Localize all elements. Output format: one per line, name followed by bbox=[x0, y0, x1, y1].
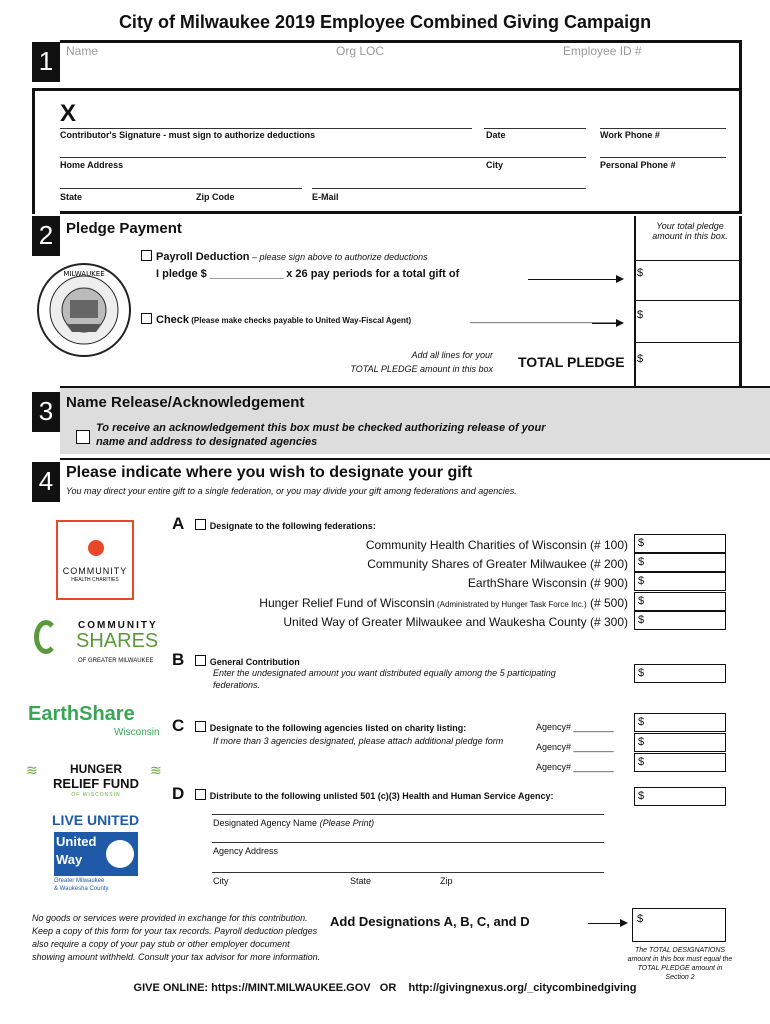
check-total-box[interactable] bbox=[634, 301, 742, 343]
uw-badge bbox=[54, 832, 138, 876]
uw-line-3: Way bbox=[56, 852, 83, 867]
home-address-line[interactable] bbox=[60, 157, 586, 158]
signature-label: Contributor's Signature - must sign to authorize deductions bbox=[60, 130, 316, 140]
designation-a-label: Designate to the following federations: bbox=[209, 521, 376, 531]
employee-id-label: Employee ID # bbox=[563, 44, 642, 58]
city-seal-icon bbox=[36, 262, 132, 358]
federation-amount-box[interactable] bbox=[634, 572, 726, 591]
designation-d-label: Distribute to the following unlisted 501 (c)(3) Health and Human Service Agency: bbox=[209, 791, 554, 801]
united-way-logo bbox=[50, 812, 150, 892]
hunger-relief-fund-logo bbox=[26, 760, 166, 804]
earthshare-logo bbox=[28, 697, 164, 741]
agency-address-label: Agency Address bbox=[213, 846, 279, 856]
agency-city-label: City bbox=[213, 876, 229, 886]
seal-text: MILWAUKEE bbox=[63, 270, 105, 278]
add-lines-note-2: TOTAL PLEDGE amount in this box bbox=[350, 364, 493, 374]
agency-name-line[interactable] bbox=[212, 814, 604, 815]
payroll-checkbox[interactable] bbox=[141, 250, 152, 261]
total-pledge-label: TOTAL PLEDGE bbox=[518, 354, 625, 370]
designation-b-note-2: federations. bbox=[213, 680, 261, 690]
federation-amount-box[interactable] bbox=[634, 611, 726, 630]
federation-name: Community Health Charities of Wisconsin (# 100) bbox=[365, 538, 628, 552]
add-lines-note: Add all lines for your bbox=[411, 350, 493, 360]
flower-icon bbox=[88, 540, 104, 556]
payroll-total-box[interactable] bbox=[634, 260, 742, 301]
designation-b-row bbox=[172, 650, 300, 670]
dollar-sign: $ bbox=[638, 716, 645, 728]
agency-number-3[interactable]: Agency# ________ bbox=[536, 762, 614, 772]
federation-name: Community Shares of Greater Milwaukee (# 200) bbox=[367, 557, 628, 571]
agency-amount-box[interactable] bbox=[634, 733, 726, 752]
arrow-icon bbox=[588, 923, 626, 924]
cs-line-2: SHARES bbox=[76, 630, 159, 652]
general-amount-box[interactable] bbox=[634, 664, 726, 683]
es-line-2: Wisconsin bbox=[114, 727, 160, 738]
community-shares-logo bbox=[32, 612, 164, 672]
zip-label: Zip Code bbox=[196, 192, 235, 202]
federation-row bbox=[366, 538, 628, 552]
federation-note: (Administrated by Hunger Task Force Inc.) bbox=[434, 600, 587, 609]
check-fill-line[interactable]: ______________________________ bbox=[470, 313, 621, 323]
federation-name: United Way of Greater Milwaukee and Waukesha County (# 300) bbox=[283, 615, 628, 629]
home-address-label: Home Address bbox=[60, 160, 124, 170]
pledge-payment-heading: Pledge Payment bbox=[66, 220, 182, 237]
chc-line-1: COMMUNITY bbox=[62, 566, 128, 576]
name-release-heading: Name Release/Acknowledgement bbox=[66, 394, 305, 411]
check-label: Check bbox=[156, 314, 190, 326]
dollar-sign: $ bbox=[637, 309, 644, 321]
designation-a-checkbox[interactable] bbox=[195, 519, 206, 530]
personal-phone-line[interactable] bbox=[600, 157, 726, 158]
uw-line-2: United bbox=[56, 834, 97, 849]
org-loc-label: Org LOC bbox=[336, 44, 385, 58]
cs-line-3: OF GREATER MILWAUKEE bbox=[78, 658, 154, 664]
agency-number-2[interactable]: Agency# ________ bbox=[536, 742, 614, 752]
designation-d-checkbox[interactable] bbox=[195, 789, 206, 800]
chc-line-2: HEALTH CHARITIES bbox=[71, 577, 119, 583]
email-line[interactable] bbox=[312, 188, 586, 189]
federation-amount-box[interactable] bbox=[634, 592, 726, 611]
check-note: (Please make checks payable to United Way-Fiscal Agent) bbox=[189, 316, 412, 325]
agency-amount-box[interactable] bbox=[634, 713, 726, 732]
uw-line-1: LIVE UNITED bbox=[52, 812, 140, 828]
federation-number: (# 500) bbox=[586, 596, 628, 610]
work-phone-label: Work Phone # bbox=[600, 130, 660, 140]
acknowledgement-text: To receive an acknowledgement this box must be checked authorizing release of your bbox=[96, 422, 546, 434]
add-designations-label: Add Designations A, B, C, and D bbox=[330, 914, 530, 929]
dollar-sign: $ bbox=[638, 790, 645, 802]
federation-row bbox=[468, 576, 628, 590]
federation-row bbox=[259, 596, 628, 610]
total-designations-note: The TOTAL DESIGNATIONS amount in this box must equal the TOTAL PLEDGE amount in Section 2 bbox=[627, 947, 733, 981]
signature-x: X bbox=[60, 100, 77, 127]
dollar-sign: $ bbox=[638, 756, 645, 768]
dollar-sign: $ bbox=[638, 556, 645, 568]
city-label: City bbox=[486, 160, 504, 170]
letter-b: B bbox=[172, 650, 185, 669]
dollar-sign: $ bbox=[638, 614, 645, 626]
payroll-row bbox=[141, 250, 428, 263]
pledge-line: I pledge $ ____________ x 26 pay periods for a total gift of bbox=[156, 268, 460, 280]
agency-address-line[interactable] bbox=[212, 842, 604, 843]
date-line[interactable] bbox=[484, 128, 586, 129]
federation-row bbox=[283, 615, 628, 629]
total-designations-box[interactable] bbox=[632, 908, 726, 942]
designation-b-note: Enter the undesignated amount you want distributed equally among the 5 participating bbox=[213, 668, 556, 678]
designation-b-checkbox[interactable] bbox=[195, 655, 206, 666]
please-print-note: (Please Print) bbox=[319, 818, 375, 828]
state-zip-line[interactable] bbox=[60, 188, 302, 189]
agency-amount-box[interactable] bbox=[634, 753, 726, 772]
federation-amount-box[interactable] bbox=[634, 553, 726, 572]
agency-name-label: Designated Agency Name bbox=[213, 818, 318, 828]
section-3-number: 3 bbox=[32, 392, 60, 432]
designation-c-checkbox[interactable] bbox=[195, 721, 206, 732]
dollar-sign: $ bbox=[638, 537, 645, 549]
work-phone-line[interactable] bbox=[600, 128, 726, 129]
dollar-sign: $ bbox=[638, 736, 645, 748]
divider bbox=[60, 458, 770, 460]
designation-a-row bbox=[172, 514, 376, 534]
name-label: Name bbox=[66, 44, 99, 58]
payroll-label: Payroll Deduction bbox=[156, 251, 250, 263]
total-pledge-box[interactable] bbox=[634, 343, 742, 386]
uw-line-4: Greater Milwaukee bbox=[54, 878, 105, 884]
hr-line-2: RELIEF FUND bbox=[53, 776, 139, 791]
divider bbox=[32, 88, 35, 214]
arrow-icon bbox=[592, 323, 622, 324]
community-health-charities-logo bbox=[56, 520, 134, 600]
hr-line-1: HUNGER bbox=[69, 762, 122, 776]
hand-icon bbox=[106, 840, 134, 868]
acknowledgement-text-2: name and address to designated agencies bbox=[96, 436, 318, 448]
total-note: Your total pledge amount in this box. bbox=[652, 221, 728, 241]
hr-line-3: OF WISCONSIN bbox=[71, 792, 121, 798]
agency-state-label: State bbox=[350, 876, 372, 886]
federation-row bbox=[367, 557, 628, 571]
email-label: E-Mail bbox=[312, 192, 339, 202]
state-label: State bbox=[60, 192, 83, 202]
section-2-number: 2 bbox=[32, 216, 60, 256]
wheat-icon: ≋ bbox=[26, 762, 38, 778]
section-1-number: 1 bbox=[32, 42, 60, 82]
dollar-sign: $ bbox=[637, 353, 644, 365]
disclaimer-text: No goods or services were provided in exchange for this contribution. Keep a copy of this form for your tax records. Payroll deduction pledges also require a copy of your pay stub or other employer document showing amount withheld. Consult your tax advisor for more information. bbox=[32, 913, 321, 962]
section-4-number: 4 bbox=[32, 462, 60, 502]
signature-line[interactable] bbox=[60, 128, 472, 129]
arrow-icon bbox=[528, 279, 622, 280]
federation-name: Hunger Relief Fund of Wisconsin bbox=[259, 596, 435, 610]
give-online-footer: GIVE ONLINE: https://MINT.MILWAUKEE.GOV OR http://givingnexus.org/_citycombinedgiving bbox=[133, 982, 637, 994]
letter-a: A bbox=[172, 514, 185, 533]
check-row bbox=[141, 313, 411, 326]
cs-line-1: COMMUNITY bbox=[78, 620, 158, 631]
letter-c: C bbox=[172, 716, 185, 735]
designate-heading: Please indicate where you wish to designate your gift bbox=[66, 464, 473, 481]
payroll-note: – please sign above to authorize deductions bbox=[249, 252, 428, 262]
dollar-sign: $ bbox=[638, 667, 645, 679]
agency-name-row bbox=[213, 818, 374, 828]
agency-number-1[interactable]: Agency# ________ bbox=[536, 722, 614, 732]
wheat-icon: ≋ bbox=[150, 762, 162, 778]
swirl-icon bbox=[34, 620, 58, 654]
dollar-sign: $ bbox=[638, 575, 645, 587]
federation-name: EarthShare Wisconsin (# 900) bbox=[467, 576, 628, 590]
date-label: Date bbox=[486, 130, 506, 140]
check-checkbox[interactable] bbox=[141, 313, 152, 324]
page-title: City of Milwaukee 2019 Employee Combined Giving Campaign bbox=[118, 12, 652, 32]
designate-subheading: You may direct your entire gift to a single federation, or you may divide your gift among federations and agencies. bbox=[66, 486, 517, 496]
designation-c-row bbox=[172, 716, 466, 736]
uw-line-5: & Waukesha County bbox=[54, 886, 109, 892]
federation-amount-box[interactable] bbox=[634, 534, 726, 553]
dollar-sign: $ bbox=[637, 913, 644, 925]
unlisted-amount-box[interactable] bbox=[634, 787, 726, 806]
acknowledgement-checkbox[interactable] bbox=[76, 430, 90, 444]
designation-c-note: If more than 3 agencies designated, please attach additional pledge form bbox=[213, 736, 504, 746]
dollar-sign: $ bbox=[638, 595, 645, 607]
designation-b-label: General Contribution bbox=[209, 657, 300, 667]
agency-zip-label: Zip bbox=[440, 876, 453, 886]
personal-phone-label: Personal Phone # bbox=[600, 160, 676, 170]
letter-d: D bbox=[172, 784, 185, 803]
designation-c-label: Designate to the following agencies listed on charity listing: bbox=[209, 723, 467, 733]
es-line-1: EarthShare bbox=[28, 703, 135, 725]
dollar-sign: $ bbox=[637, 267, 644, 279]
designation-d-row bbox=[172, 784, 553, 804]
divider bbox=[32, 88, 742, 91]
agency-city-line[interactable] bbox=[212, 872, 604, 873]
